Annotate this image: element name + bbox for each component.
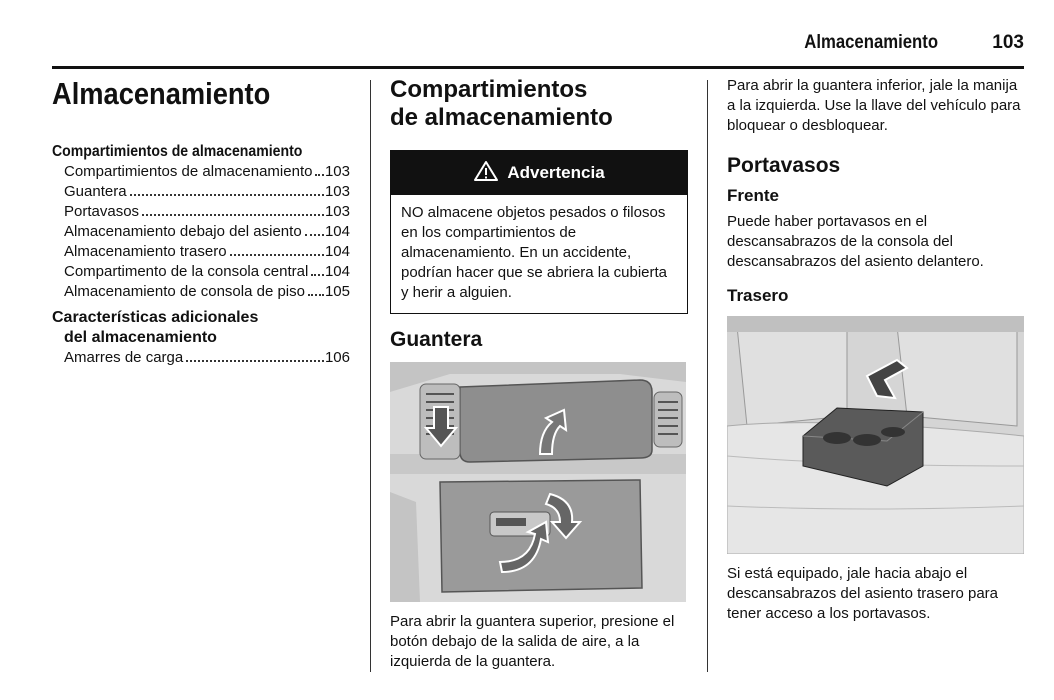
cupholders-column	[727, 72, 1027, 624]
toc-list	[64, 348, 352, 368]
column-divider	[370, 80, 371, 672]
glovebox-illustration	[390, 362, 686, 602]
warning-text: NO almacene objetos pesados o filosos en los compartimientos de almacenamiento. En un accidente, podrían hacer que se abriera la cubierta y herir a alguien.	[401, 204, 668, 301]
toc-entry[interactable]: Portavasos 103	[64, 203, 350, 220]
toc-entry[interactable]: Amarres de carga 106	[64, 349, 350, 366]
storage-compartments-column	[390, 72, 688, 672]
toc-heading: Características adicionales del almacenamiento	[52, 309, 259, 346]
front-heading: Frente	[727, 186, 779, 205]
toc-entry[interactable]: Almacenamiento trasero 104	[64, 243, 350, 260]
toc-entry[interactable]: Compartimento de la consola central 104	[64, 263, 350, 280]
glovebox-text: Para abrir la guantera superior, presione el botón debajo de la salida de aire, a la izquierda de la guantera.	[390, 613, 675, 670]
glovebox-lower-text: Para abrir la guantera inferior, jale la manija a la izquierda. Use la llave del vehículo para bloquear o desbloquear.	[727, 77, 1021, 134]
column-divider	[707, 80, 708, 672]
page-header	[52, 30, 1024, 69]
rear-cupholder-illustration	[727, 316, 1024, 554]
running-header-title: Almacenamiento	[804, 32, 938, 53]
warning-header	[391, 151, 687, 195]
toc-list	[64, 162, 352, 302]
rear-text: Si está equipado, jale hacia abajo el descansabrazos del asiento trasero para tener acceso a los portavasos.	[727, 565, 998, 622]
toc-heading: Compartimientos de almacenamiento	[52, 143, 303, 160]
toc-entry[interactable]: Compartimientos de almacenamiento 103	[64, 163, 350, 180]
front-text: Puede haber portavasos en el descansabrazos de la consola del descansabrazos del asiento delantero.	[727, 213, 984, 270]
warning-box	[390, 150, 688, 314]
chapter-title: Almacenamiento	[52, 76, 271, 111]
cupholders-title: Portavasos	[727, 154, 841, 177]
warning-triangle-icon	[473, 160, 499, 187]
chapter-toc-column	[52, 72, 352, 368]
glovebox-title: Guantera	[390, 328, 483, 351]
toc-entry[interactable]: Almacenamiento de consola de piso 105	[64, 283, 350, 300]
page-number: 103	[992, 32, 1024, 53]
rear-heading: Trasero	[727, 286, 789, 305]
warning-label: Advertencia	[507, 163, 605, 182]
toc-entry[interactable]: Almacenamiento debajo del asiento 104	[64, 223, 350, 240]
toc-entry[interactable]: Guantera 103	[64, 183, 350, 200]
section-title: Compartimientos de almacenamiento	[390, 76, 613, 131]
